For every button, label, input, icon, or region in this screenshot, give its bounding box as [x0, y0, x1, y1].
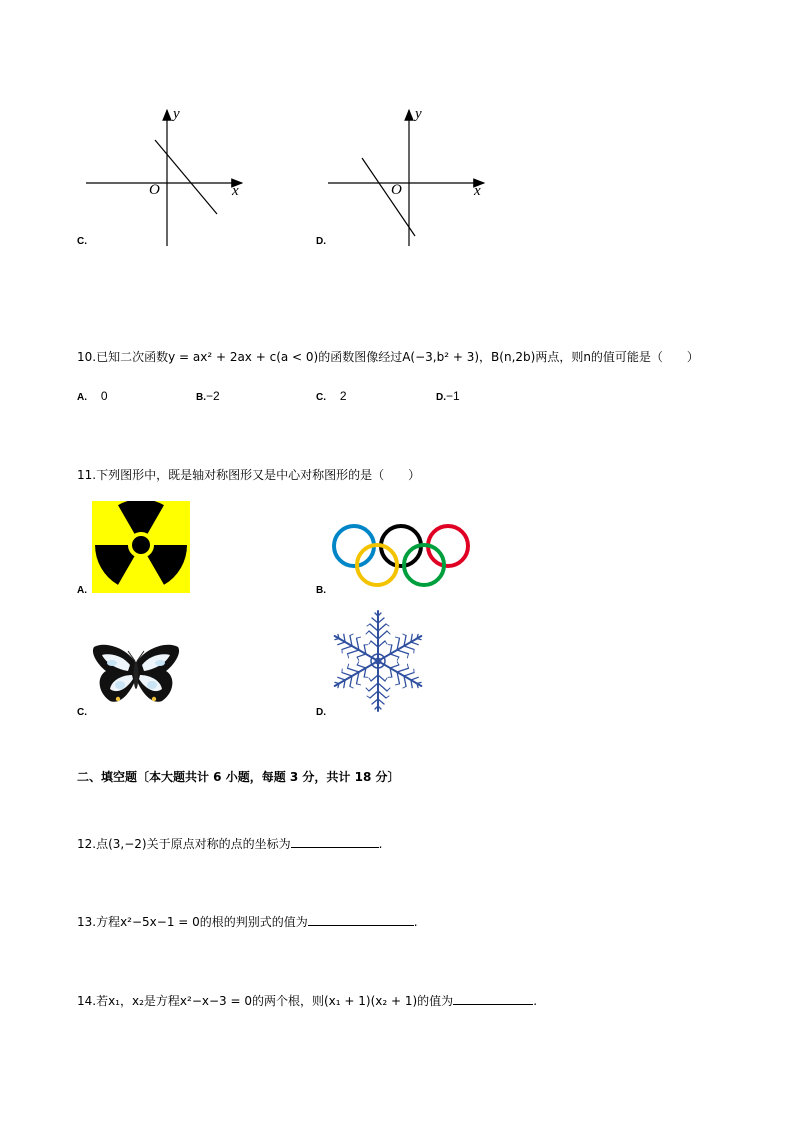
q13-end: . — [413, 915, 418, 929]
snowflake-icon — [330, 608, 426, 714]
option-label: A. — [77, 392, 87, 403]
olympic-rings-icon — [330, 523, 472, 589]
q14 — [77, 992, 537, 1009]
radiation-symbol-icon — [92, 501, 190, 593]
q11-option-label-b: B. — [316, 585, 326, 596]
y-axis-label: y — [173, 106, 180, 122]
option-label: D. — [436, 392, 446, 403]
q10-stem: 10.已知二次函数y = ax² + 2ax + c(a < 0)的函数图像经过A(−3,b² + 3)，B(n,2b)两点，则n的值可能是（ ） — [77, 350, 699, 364]
radiation-figure — [92, 501, 190, 593]
q12 — [77, 835, 382, 852]
graph-line — [362, 158, 415, 236]
butterfly-figure — [90, 643, 182, 709]
graph-d-svg — [322, 100, 502, 260]
x-axis-label: x — [474, 183, 481, 199]
q10-option-b — [196, 389, 220, 403]
graph-d — [322, 100, 502, 260]
q11-option-label-a: A. — [77, 585, 87, 596]
q12-answer-blank[interactable] — [291, 835, 379, 848]
origin-label: O — [391, 182, 402, 198]
option-label: C. — [316, 392, 326, 403]
q11-stem: 11.下列图形中，既是轴对称图形又是中心对称图形的是（ ） — [77, 468, 421, 482]
snowflake-figure — [330, 608, 426, 714]
x-axis-label: x — [232, 183, 239, 199]
origin-label: O — [149, 182, 160, 198]
graph-c — [80, 100, 260, 260]
olympic-rings-figure — [330, 523, 472, 589]
option-value: 2 — [339, 389, 347, 403]
q12-end: . — [378, 837, 383, 851]
q13-stem: 13.方程x²−5x−1 = 0的根的判别式的值为 — [77, 915, 308, 929]
butterfly-icon — [90, 643, 182, 709]
q10-option-c — [316, 389, 347, 403]
y-axis-label: y — [415, 106, 422, 122]
q10-option-d — [436, 389, 460, 403]
graph-line — [155, 140, 217, 214]
q14-end: . — [533, 994, 538, 1008]
graph-c-svg — [80, 100, 260, 260]
q14-answer-blank[interactable] — [453, 992, 533, 1005]
section-2-title: 二、填空题〔本大题共计 6 小题，每题 3 分，共计 18 分〕 — [77, 770, 400, 784]
q11-option-label-c: C. — [77, 707, 87, 718]
q11-option-label-d: D. — [316, 707, 326, 718]
q10-option-a — [77, 389, 108, 403]
q14-stem: 14.若x₁，x₂是方程x²−x−3 = 0的两个根，则(x₁ + 1)(x₂ + 1)的值为 — [77, 994, 454, 1008]
option-value: −1 — [446, 389, 460, 403]
option-label: B. — [196, 392, 206, 403]
option-label-c: C. — [77, 236, 87, 247]
q13-answer-blank[interactable] — [308, 913, 414, 926]
option-value: −2 — [206, 389, 220, 403]
q12-stem: 12.点(3,−2)关于原点对称的点的坐标为 — [77, 837, 291, 851]
q13 — [77, 913, 418, 930]
option-value: 0 — [100, 389, 108, 403]
option-label-d: D. — [316, 236, 326, 247]
